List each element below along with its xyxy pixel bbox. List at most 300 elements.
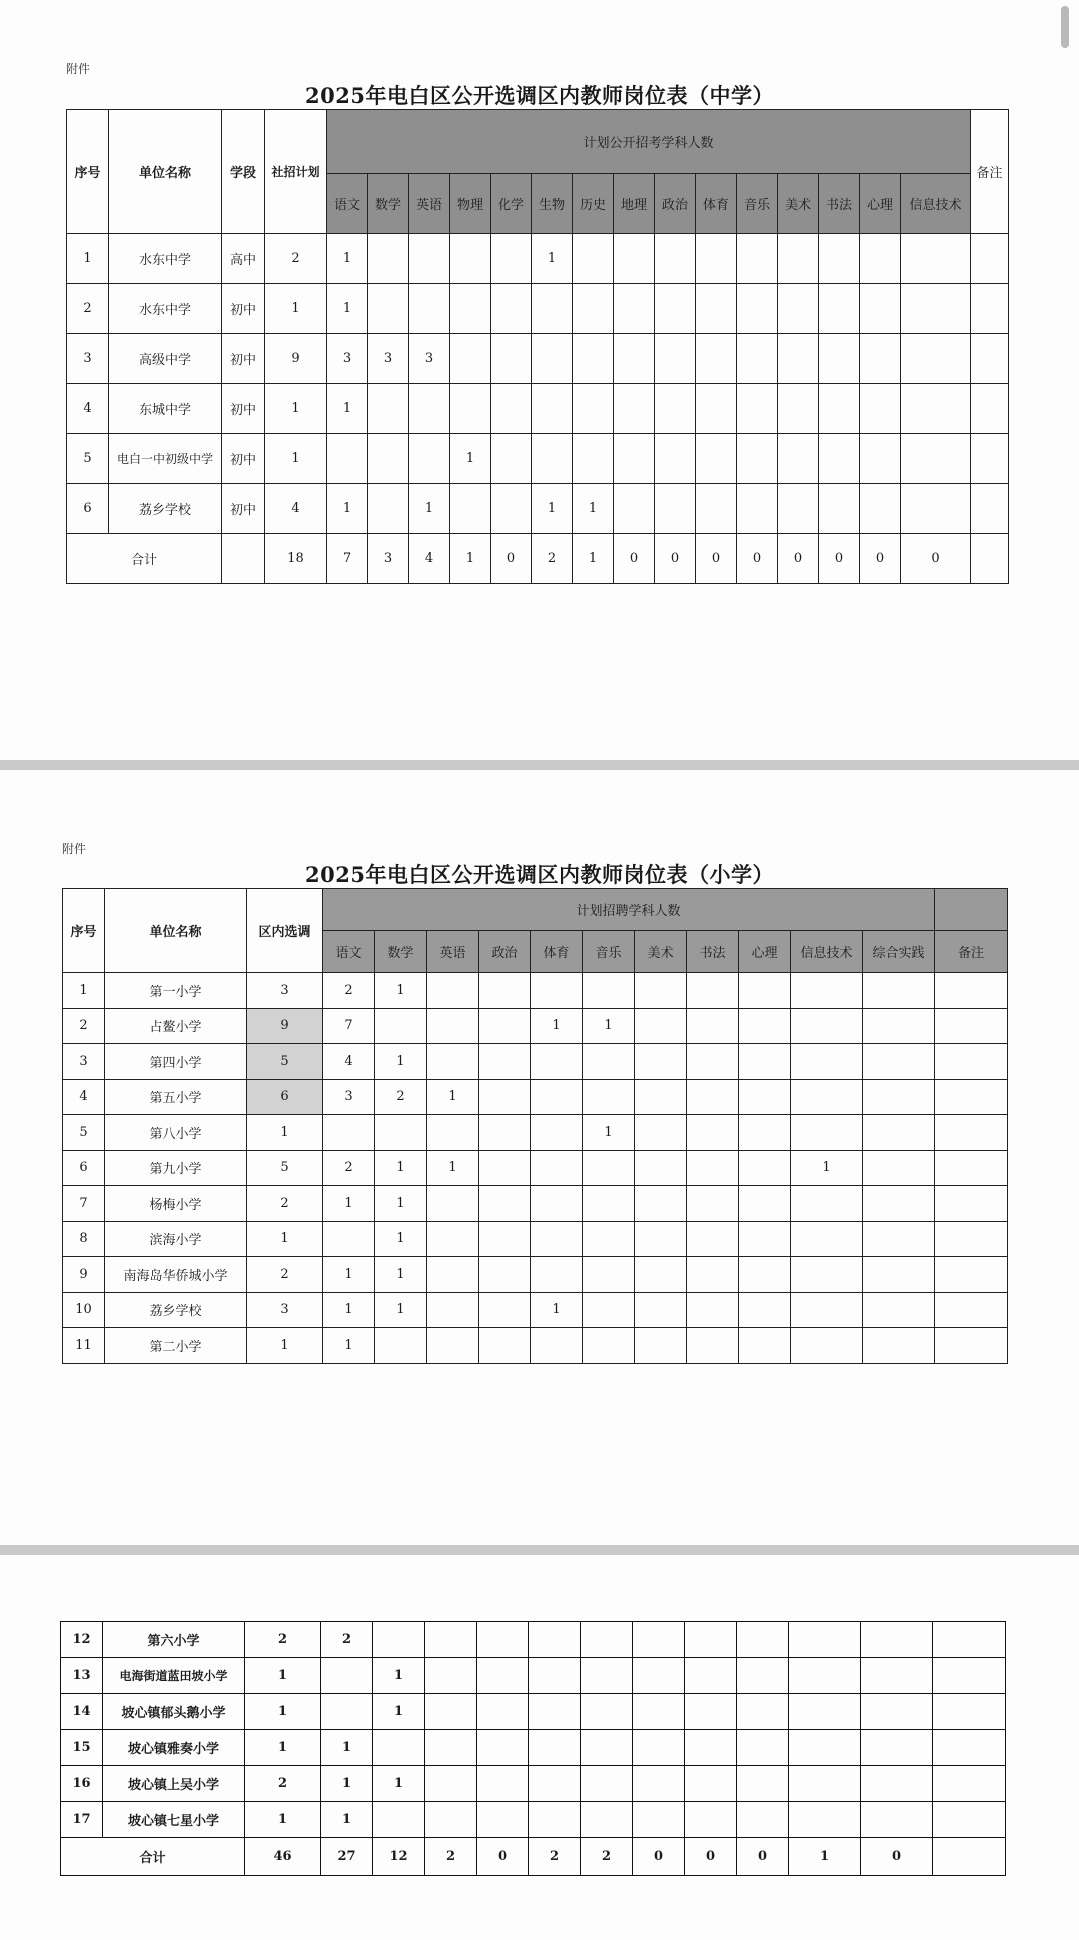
cell-count (861, 1658, 933, 1694)
subject-header: 体育 (531, 931, 583, 973)
cell-count (737, 1730, 789, 1766)
cell-count: 1 (327, 484, 368, 534)
subject-header: 美术 (778, 174, 819, 234)
header-stage: 学段 (222, 110, 265, 234)
cell-count: 1 (583, 1115, 635, 1151)
cell-count (450, 234, 491, 284)
cell-count (479, 1044, 531, 1080)
cell-seq: 6 (67, 484, 109, 534)
cell-seq: 13 (61, 1658, 103, 1694)
cell-count (863, 1008, 935, 1044)
cell-count (581, 1766, 633, 1802)
cell-count: 1 (323, 1257, 375, 1293)
cell-remark (935, 1115, 1008, 1151)
cell-count (737, 1694, 789, 1730)
cell-unit: 滨海小学 (105, 1221, 247, 1257)
cell-count (323, 1221, 375, 1257)
cell-count (687, 1328, 739, 1364)
cell-count (583, 1292, 635, 1328)
cell-count (635, 1257, 687, 1293)
cell-count (687, 973, 739, 1009)
cell-plan: 3 (247, 973, 323, 1009)
cell-count (791, 1115, 863, 1151)
cell-count (583, 1328, 635, 1364)
total-plan: 18 (265, 534, 327, 584)
cell-count: 3 (409, 334, 450, 384)
cell-count (425, 1802, 477, 1838)
cell-count: 1 (532, 484, 573, 534)
cell-count (789, 1622, 861, 1658)
total-count: 0 (819, 534, 860, 584)
total-count: 0 (696, 534, 737, 584)
cell-count (635, 1150, 687, 1186)
subject-header: 政治 (655, 174, 696, 234)
cell-seq: 6 (63, 1150, 105, 1186)
cell-count (633, 1730, 685, 1766)
cell-count: 2 (323, 1150, 375, 1186)
cell-count (739, 973, 791, 1009)
cell-count (863, 1221, 935, 1257)
cell-count (479, 1115, 531, 1151)
cell-count (819, 484, 860, 534)
cell-plan: 2 (245, 1622, 321, 1658)
cell-count (427, 973, 479, 1009)
cell-count (635, 1115, 687, 1151)
cell-count (529, 1694, 581, 1730)
cell-count (614, 434, 655, 484)
subject-header: 生物 (532, 174, 573, 234)
total-count: 27 (321, 1838, 373, 1876)
cell-count (450, 334, 491, 384)
cell-count (635, 1328, 687, 1364)
cell-plan: 1 (265, 434, 327, 484)
cell-count: 1 (321, 1730, 373, 1766)
cell-plan: 9 (247, 1008, 323, 1044)
cell-count (573, 284, 614, 334)
cell-count (583, 1044, 635, 1080)
table-row (61, 1658, 1006, 1694)
cell-count: 1 (409, 484, 450, 534)
page-primary-school-continued (0, 1555, 1079, 1940)
cell-plan: 1 (245, 1658, 321, 1694)
cell-count (373, 1622, 425, 1658)
cell-count (635, 1292, 687, 1328)
cell-count: 1 (327, 234, 368, 284)
cell-count (581, 1694, 633, 1730)
cell-count (778, 484, 819, 534)
cell-seq: 14 (61, 1694, 103, 1730)
total-label: 合计 (67, 534, 222, 584)
cell-count (687, 1221, 739, 1257)
cell-unit: 坡心镇上吴小学 (103, 1766, 245, 1802)
cell-count (737, 1622, 789, 1658)
cell-remark (935, 1186, 1008, 1222)
cell-count (633, 1766, 685, 1802)
cell-count (531, 1079, 583, 1115)
cell-count: 7 (323, 1008, 375, 1044)
cell-unit: 坡心镇雅奏小学 (103, 1730, 245, 1766)
cell-count (375, 1115, 427, 1151)
cell-unit: 坡心镇郁头鹅小学 (103, 1694, 245, 1730)
cell-count (491, 384, 532, 434)
cell-count (860, 434, 901, 484)
cell-count (687, 1150, 739, 1186)
cell-count (901, 334, 971, 384)
cell-count: 1 (375, 1221, 427, 1257)
cell-unit: 东城中学 (109, 384, 222, 434)
cell-count (327, 434, 368, 484)
cell-count (860, 484, 901, 534)
total-count: 3 (368, 534, 409, 584)
cell-stage: 初中 (222, 484, 265, 534)
cell-count (901, 384, 971, 434)
cell-count (687, 1292, 739, 1328)
cell-remark (935, 973, 1008, 1009)
cell-count (863, 973, 935, 1009)
cell-count (737, 1658, 789, 1694)
table-row (63, 1150, 1008, 1186)
cell-seq: 5 (67, 434, 109, 484)
cell-count (529, 1802, 581, 1838)
cell-count (427, 1328, 479, 1364)
subject-header: 语文 (323, 931, 375, 973)
cell-count (633, 1802, 685, 1838)
cell-count (531, 1257, 583, 1293)
total-plan: 46 (245, 1838, 321, 1876)
cell-remark (935, 1292, 1008, 1328)
cell-remark (971, 434, 1009, 484)
cell-count (581, 1730, 633, 1766)
cell-count (685, 1802, 737, 1838)
cell-count (477, 1658, 529, 1694)
cell-count: 4 (323, 1044, 375, 1080)
table-row (61, 1694, 1006, 1730)
cell-seq: 2 (63, 1008, 105, 1044)
cell-count (373, 1730, 425, 1766)
cell-count (321, 1658, 373, 1694)
cell-count (635, 1044, 687, 1080)
cell-unit: 第五小学 (105, 1079, 247, 1115)
cell-remark (933, 1622, 1006, 1658)
cell-remark (971, 234, 1009, 284)
cell-remark (935, 1044, 1008, 1080)
cell-count (791, 1044, 863, 1080)
cell-seq: 4 (67, 384, 109, 434)
header-subject-group: 计划公开招考学科人数 (327, 110, 971, 174)
header-plan: 社招计划 (265, 110, 327, 234)
cell-count (491, 434, 532, 484)
cell-count (531, 1186, 583, 1222)
subject-header: 数学 (368, 174, 409, 234)
cell-count (687, 1186, 739, 1222)
cell-count (819, 334, 860, 384)
cell-count (532, 384, 573, 434)
table-row (63, 1044, 1008, 1080)
cell-count: 1 (373, 1766, 425, 1802)
cell-count (375, 1008, 427, 1044)
total-row (67, 534, 1009, 584)
total-count: 0 (633, 1838, 685, 1876)
cell-count (479, 1221, 531, 1257)
cell-count (635, 1221, 687, 1257)
cell-count (739, 1221, 791, 1257)
cell-count (685, 1694, 737, 1730)
cell-count: 3 (323, 1079, 375, 1115)
cell-count (450, 484, 491, 534)
cell-seq: 11 (63, 1328, 105, 1364)
total-count: 1 (789, 1838, 861, 1876)
cell-remark (971, 534, 1009, 584)
cell-stage: 初中 (222, 434, 265, 484)
cell-count (409, 234, 450, 284)
cell-count (532, 284, 573, 334)
cell-count (581, 1658, 633, 1694)
cell-count: 1 (327, 284, 368, 334)
page-title: 2025年电白区公开选调区内教师岗位表（中学） (305, 83, 774, 108)
cell-remark (935, 1008, 1008, 1044)
cell-stage: 初中 (222, 384, 265, 434)
cell-count: 3 (327, 334, 368, 384)
cell-unit: 荔乡学校 (105, 1292, 247, 1328)
cell-unit: 第一小学 (105, 973, 247, 1009)
cell-count (529, 1622, 581, 1658)
cell-count (531, 1221, 583, 1257)
cell-remark (971, 284, 1009, 334)
cell-count (491, 334, 532, 384)
cell-count: 1 (327, 384, 368, 434)
cell-count: 1 (323, 1186, 375, 1222)
cell-count (739, 1008, 791, 1044)
header-seq: 序号 (67, 110, 109, 234)
cell-count (860, 334, 901, 384)
cell-seq: 1 (63, 973, 105, 1009)
cell-count (860, 384, 901, 434)
cell-count: 1 (375, 1044, 427, 1080)
cell-plan: 1 (245, 1730, 321, 1766)
cell-count (531, 973, 583, 1009)
scrollbar[interactable] (1061, 6, 1069, 48)
cell-count (427, 1008, 479, 1044)
cell-unit: 南海岛华侨城小学 (105, 1257, 247, 1293)
cell-count (368, 384, 409, 434)
subject-header: 信息技术 (791, 931, 863, 973)
cell-count (581, 1622, 633, 1658)
cell-count (321, 1694, 373, 1730)
cell-count (368, 434, 409, 484)
cell-seq: 17 (61, 1802, 103, 1838)
cell-unit: 第六小学 (103, 1622, 245, 1658)
cell-remark (971, 334, 1009, 384)
cell-count (737, 284, 778, 334)
cell-count (863, 1328, 935, 1364)
cell-remark (933, 1838, 1006, 1876)
cell-count (861, 1802, 933, 1838)
cell-unit: 占鳌小学 (105, 1008, 247, 1044)
cell-count (791, 1221, 863, 1257)
cell-count: 1 (375, 1257, 427, 1293)
total-count: 7 (327, 534, 368, 584)
header-remark: 备注 (935, 931, 1008, 973)
cell-count (737, 434, 778, 484)
cell-plan: 4 (265, 484, 327, 534)
page-primary-school (0, 770, 1079, 1545)
table-row (63, 1115, 1008, 1151)
total-count: 0 (861, 1838, 933, 1876)
cell-plan: 2 (247, 1186, 323, 1222)
total-count: 0 (737, 534, 778, 584)
cell-count (479, 1328, 531, 1364)
table-row (63, 1008, 1008, 1044)
cell-count (791, 1186, 863, 1222)
cell-count (861, 1694, 933, 1730)
cell-count (685, 1766, 737, 1802)
cell-stage: 初中 (222, 284, 265, 334)
cell-count: 1 (373, 1658, 425, 1694)
cell-count (477, 1694, 529, 1730)
cell-seq: 7 (63, 1186, 105, 1222)
cell-unit: 水东中学 (109, 234, 222, 284)
cell-count (737, 334, 778, 384)
cell-seq: 4 (63, 1079, 105, 1115)
table-row (63, 1257, 1008, 1293)
cell-count (583, 1079, 635, 1115)
cell-count (531, 1150, 583, 1186)
subject-header: 信息技术 (901, 174, 971, 234)
cell-count (427, 1257, 479, 1293)
cell-count (614, 334, 655, 384)
cell-count (635, 1079, 687, 1115)
cell-seq: 12 (61, 1622, 103, 1658)
total-count: 12 (373, 1838, 425, 1876)
cell-plan: 3 (247, 1292, 323, 1328)
cell-count (532, 434, 573, 484)
cell-count: 1 (321, 1766, 373, 1802)
subject-header: 书法 (819, 174, 860, 234)
primary-school-table (62, 888, 1008, 1364)
cell-count (425, 1766, 477, 1802)
cell-count (863, 1150, 935, 1186)
cell-count (583, 1186, 635, 1222)
cell-count (479, 1257, 531, 1293)
table-row (63, 973, 1008, 1009)
cell-count (427, 1044, 479, 1080)
cell-seq: 1 (67, 234, 109, 284)
cell-count (819, 384, 860, 434)
cell-count (739, 1257, 791, 1293)
cell-count (860, 234, 901, 284)
cell-count (375, 1328, 427, 1364)
cell-unit: 水东中学 (109, 284, 222, 334)
cell-remark (935, 1079, 1008, 1115)
subject-header: 音乐 (737, 174, 778, 234)
cell-count (529, 1730, 581, 1766)
cell-seq: 5 (63, 1115, 105, 1151)
cell-count (614, 384, 655, 434)
cell-count (687, 1115, 739, 1151)
cell-count (863, 1186, 935, 1222)
cell-count (491, 484, 532, 534)
cell-count (532, 334, 573, 384)
cell-count (531, 1328, 583, 1364)
cell-count (427, 1292, 479, 1328)
cell-count (427, 1186, 479, 1222)
cell-unit: 第四小学 (105, 1044, 247, 1080)
cell-count (789, 1766, 861, 1802)
cell-count (573, 384, 614, 434)
cell-count (739, 1292, 791, 1328)
cell-plan: 1 (245, 1694, 321, 1730)
cell-count (655, 334, 696, 384)
cell-count (791, 1292, 863, 1328)
cell-remark (933, 1694, 1006, 1730)
header-plan: 区内选调 (247, 889, 323, 973)
subject-header: 综合实践 (863, 931, 935, 973)
cell-remark (935, 1221, 1008, 1257)
cell-count (687, 1044, 739, 1080)
total-count: 2 (581, 1838, 633, 1876)
cell-count (614, 484, 655, 534)
cell-count (739, 1044, 791, 1080)
cell-count (655, 384, 696, 434)
subject-header: 音乐 (583, 931, 635, 973)
table-row (63, 1221, 1008, 1257)
cell-count: 3 (368, 334, 409, 384)
total-row (61, 1838, 1006, 1876)
cell-count (791, 1328, 863, 1364)
total-count: 2 (529, 1838, 581, 1876)
cell-count (450, 284, 491, 334)
cell-count (696, 484, 737, 534)
cell-count (583, 1150, 635, 1186)
page-title: 2025年电白区公开选调区内教师岗位表（小学） (305, 862, 774, 887)
cell-stage: 高中 (222, 234, 265, 284)
cell-count (655, 234, 696, 284)
subject-header: 历史 (573, 174, 614, 234)
cell-count (860, 284, 901, 334)
cell-count (368, 234, 409, 284)
total-count: 0 (614, 534, 655, 584)
cell-count (696, 334, 737, 384)
subject-header: 政治 (479, 931, 531, 973)
subject-header: 体育 (696, 174, 737, 234)
header-subject-group: 计划招聘学科人数 (323, 889, 935, 931)
cell-seq: 3 (67, 334, 109, 384)
cell-count: 1 (791, 1150, 863, 1186)
total-count: 0 (737, 1838, 789, 1876)
cell-unit: 电白一中初级中学 (109, 434, 222, 484)
cell-count (901, 234, 971, 284)
total-label: 合计 (61, 1838, 245, 1876)
cell-count (425, 1658, 477, 1694)
cell-count (573, 434, 614, 484)
cell-count: 1 (427, 1079, 479, 1115)
cell-count (861, 1766, 933, 1802)
table-row (67, 234, 1009, 284)
cell-plan: 1 (247, 1328, 323, 1364)
cell-count (778, 384, 819, 434)
cell-seq: 8 (63, 1221, 105, 1257)
cell-count (737, 484, 778, 534)
cell-count (633, 1622, 685, 1658)
table-row (61, 1802, 1006, 1838)
cell-count: 1 (573, 484, 614, 534)
cell-remark (933, 1802, 1006, 1838)
cell-count (739, 1115, 791, 1151)
cell-remark (971, 484, 1009, 534)
total-count: 2 (425, 1838, 477, 1876)
cell-count (789, 1658, 861, 1694)
header-seq: 序号 (63, 889, 105, 973)
